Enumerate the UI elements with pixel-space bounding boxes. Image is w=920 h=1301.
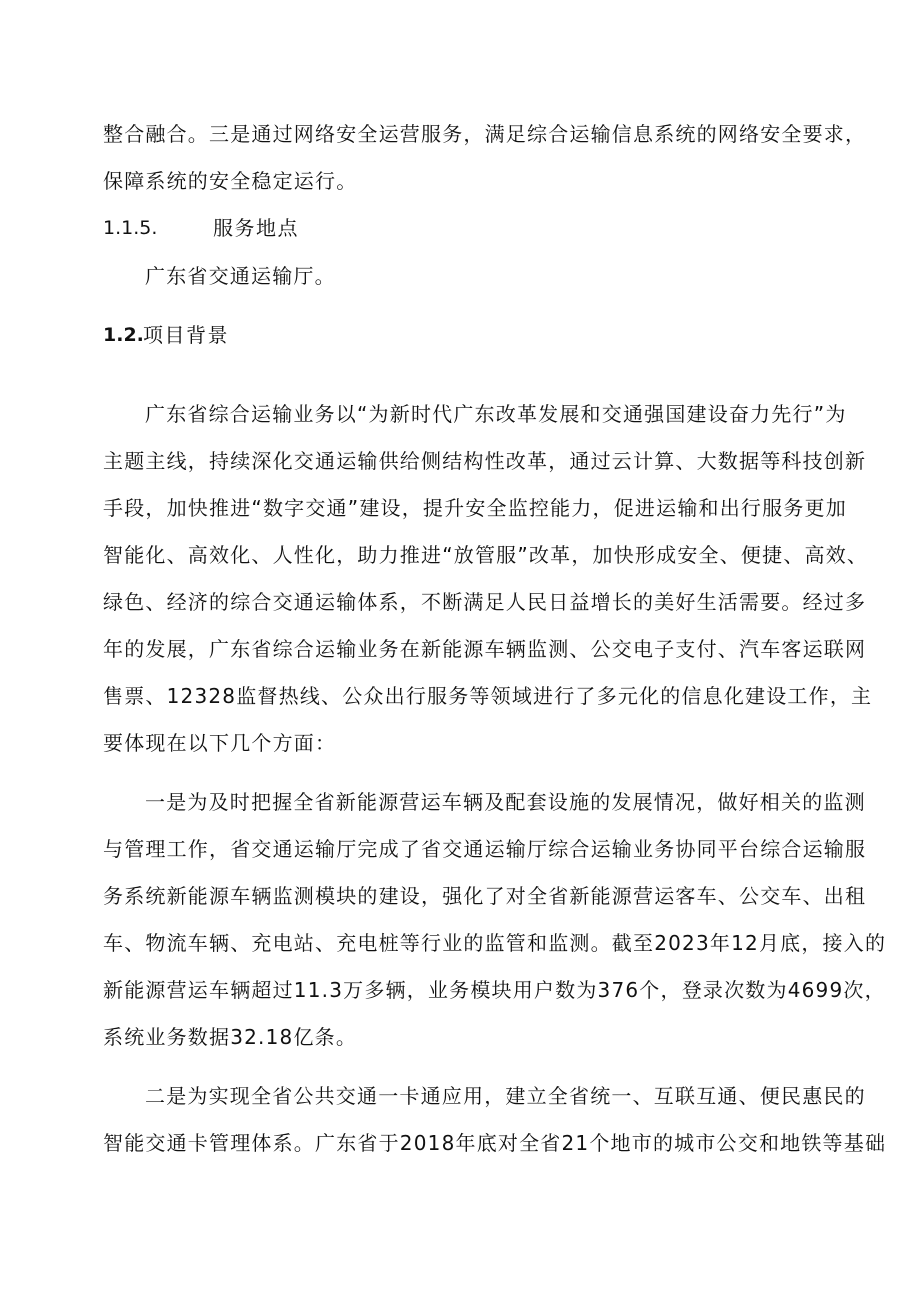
text-line: 智能交通卡管理体系。广东省于2018年底对全省21个地市的城市公交和地铁等基础 bbox=[103, 1131, 887, 1155]
service-location-text: 广东省交通运输厅。 bbox=[145, 264, 336, 288]
section-title: 项目背景 bbox=[143, 323, 229, 347]
text-line: 一是为及时把握全省新能源营运车辆及配套设施的发展情况，做好相关的监测 bbox=[145, 790, 866, 814]
text-line: 务系统新能源车辆监测模块的建设，强化了对全省新能源营运客车、公交车、出租 bbox=[103, 884, 867, 908]
text-line: 智能化、高效化、人性化，助力推进“放管服”改革，加快形成安全、便捷、高效、 bbox=[103, 543, 869, 567]
text-line: 广东省综合运输业务以“为新时代广东改革发展和交通强国建设奋力先行”为 bbox=[145, 402, 847, 426]
text-line: 新能源营运车辆超过11.3万多辆，业务模块用户数为376个，登录次数为4699次， bbox=[103, 978, 886, 1002]
text-line: 保障系统的安全稳定运行。 bbox=[103, 169, 358, 193]
text-line: 主题主线，持续深化交通运输供给侧结构性改革，通过云计算、大数据等科技创新 bbox=[103, 449, 867, 473]
text-line: 车、物流车辆、充电站、充电桩等行业的监管和监测。截至2023年12月底，接入的 bbox=[103, 931, 887, 955]
text-line: 系统业务数据32.18亿条。 bbox=[103, 1025, 358, 1049]
text-line: 手段，加快推进“数字交通”建设，提升安全监控能力，促进运输和出行服务更加 bbox=[103, 496, 847, 520]
text-line: 二是为实现全省公共交通一卡通应用，建立全省统一、互联互通、便民惠民的 bbox=[145, 1084, 866, 1108]
text-line: 要体现在以下几个方面： bbox=[103, 731, 337, 755]
text-line: 与管理工作，省交通运输厅完成了省交通运输厅综合运输业务协同平台综合运输服 bbox=[103, 837, 867, 861]
text-line: 整合融合。三是通过网络安全运营服务，满足综合运输信息系统的网络安全要求， bbox=[103, 122, 867, 146]
section-number: 1.2. bbox=[103, 324, 144, 346]
section-title: 服务地点 bbox=[213, 216, 299, 240]
section-number: 1.1.5. bbox=[103, 217, 158, 239]
text-line: 绿色、经济的综合交通运输体系，不断满足人民日益增长的美好生活需要。经过多 bbox=[103, 590, 867, 614]
text-line: 售票、12328监督热线、公众出行服务等领域进行了多元化的信息化建设工作，主 bbox=[103, 684, 873, 708]
text-line: 年的发展，广东省综合运输业务在新能源车辆监测、公交电子支付、汽车客运联网 bbox=[103, 637, 867, 661]
